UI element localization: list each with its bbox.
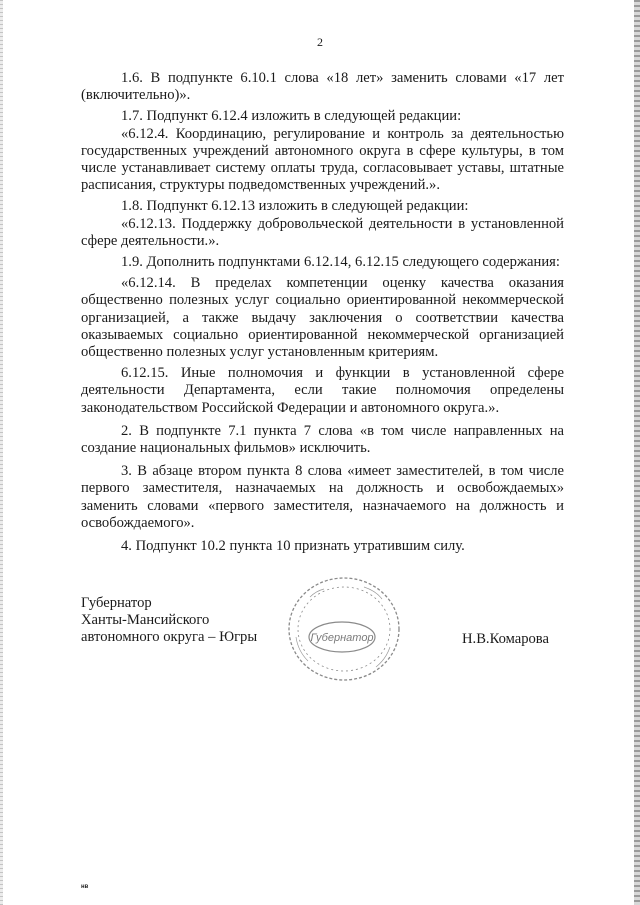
signatory-title-line: Ханты-Мансийского [81,612,210,629]
paragraph-6-12-13: «6.12.13. Поддержку добровольческой деятельности в установленной сфере деятельности.». [81,215,564,249]
paragraph-1-9: 1.9. Дополнить подпунктами 6.12.14, 6.12.15 следующего содержания: [121,254,560,271]
document-body [81,70,564,555]
official-seal [280,567,410,687]
paragraph-6-12-4: «6.12.4. Координацию, регулирование и контроль за деятельностью государственных учреждений автономного округа в сфере культуры, в том числе устанавливает систему оплаты труда, согласовывает уставы, штатные расписания, структуры подведомственных учреждений.». [81,125,564,194]
seal-text: Губернатор [310,632,374,644]
page-number: 2 [317,35,323,49]
signatory-name: Н.В.Комарова [462,631,549,647]
author-initials: нв [81,884,89,890]
signatory-title-line: Губернатор [81,595,152,611]
scan-edge-left [0,0,3,905]
paragraph-1-6: 1.6. В подпункте 6.10.1 слова «18 лет» заменить словами «17 лет (включительно)». [81,70,564,104]
scan-edge-right [634,0,640,905]
paragraph-1-8: 1.8. Подпункт 6.12.13 изложить в следующей редакции: [121,198,469,215]
paragraph-3: 3. В абзаце втором пункта 8 слова «имеет заместителей, в том числе первого заместителя, назначаемых на должность и освобождаемых» заменить словами «первого заместителя, назначаемого на должность и освобождаемого». [81,463,564,531]
paragraph-4: 4. Подпункт 10.2 пункта 10 признать утратившим силу. [121,538,465,555]
signatory-title-line: автономного округа – Югры [81,629,258,646]
paragraph-6-12-14: «6.12.14. В пределах компетенции оценку качества оказания общественно полезных услуг социально ориентированной некоммерческой организацией, а также выдачу заключения о соответствии качества оказываемых социально ориентированной некоммерческой организацией общественно полезных услуг установленным критериям. [81,275,564,361]
paragraph-2: 2. В подпункте 7.1 пункта 7 слова «в том числе направленных на создание национальных фильмов» исключить. [81,422,564,457]
signatory-title [81,595,257,647]
paragraph-1-7: 1.7. Подпункт 6.12.4 изложить в следующей редакции: [121,108,462,125]
paragraph-6-12-15: 6.12.15. Иные полномочия и функции в установленной сфере деятельности Департамента, если такие полномочия определены законодательством Российской Федерации и автономного округа.». [81,365,564,416]
